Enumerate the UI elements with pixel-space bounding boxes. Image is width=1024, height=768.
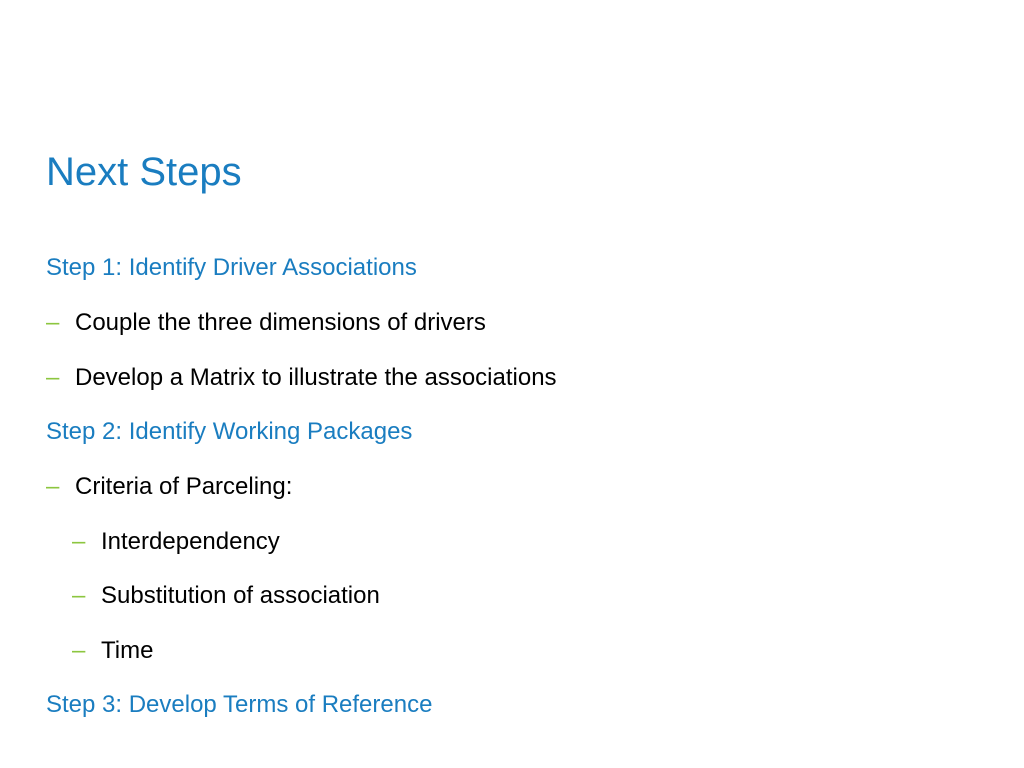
bullet-item [46,308,486,338]
slide-title: Next Steps [46,150,242,194]
step-heading-text: Step 2: Identify Working Packages [46,418,413,445]
bullet-text: Criteria of Parceling: [75,473,293,500]
dash-marker-icon: – [72,637,86,664]
step-heading [46,417,412,447]
dash-marker-icon: – [46,309,60,336]
sub-bullet-item [72,636,153,666]
sub-bullet-text: Time [101,637,154,664]
step-heading-text: Step 1: Identify Driver Associations [46,254,417,281]
sub-bullet-item [72,527,280,557]
sub-bullet-text: Interdependency [101,528,280,555]
dash-marker-icon: – [72,528,86,555]
step-heading [46,253,417,283]
sub-bullet-text: Substitution of association [101,582,380,609]
dash-marker-icon: – [72,582,86,609]
dash-marker-icon: – [46,364,60,391]
bullet-item [46,472,292,502]
bullet-item [46,363,557,393]
dash-marker-icon: – [46,473,60,500]
bullet-text: Couple the three dimensions of drivers [75,309,486,336]
step-heading [46,690,432,720]
bullet-text: Develop a Matrix to illustrate the associations [75,364,557,391]
sub-bullet-item [72,581,380,611]
step-heading-text: Step 3: Develop Terms of Reference [46,691,433,718]
